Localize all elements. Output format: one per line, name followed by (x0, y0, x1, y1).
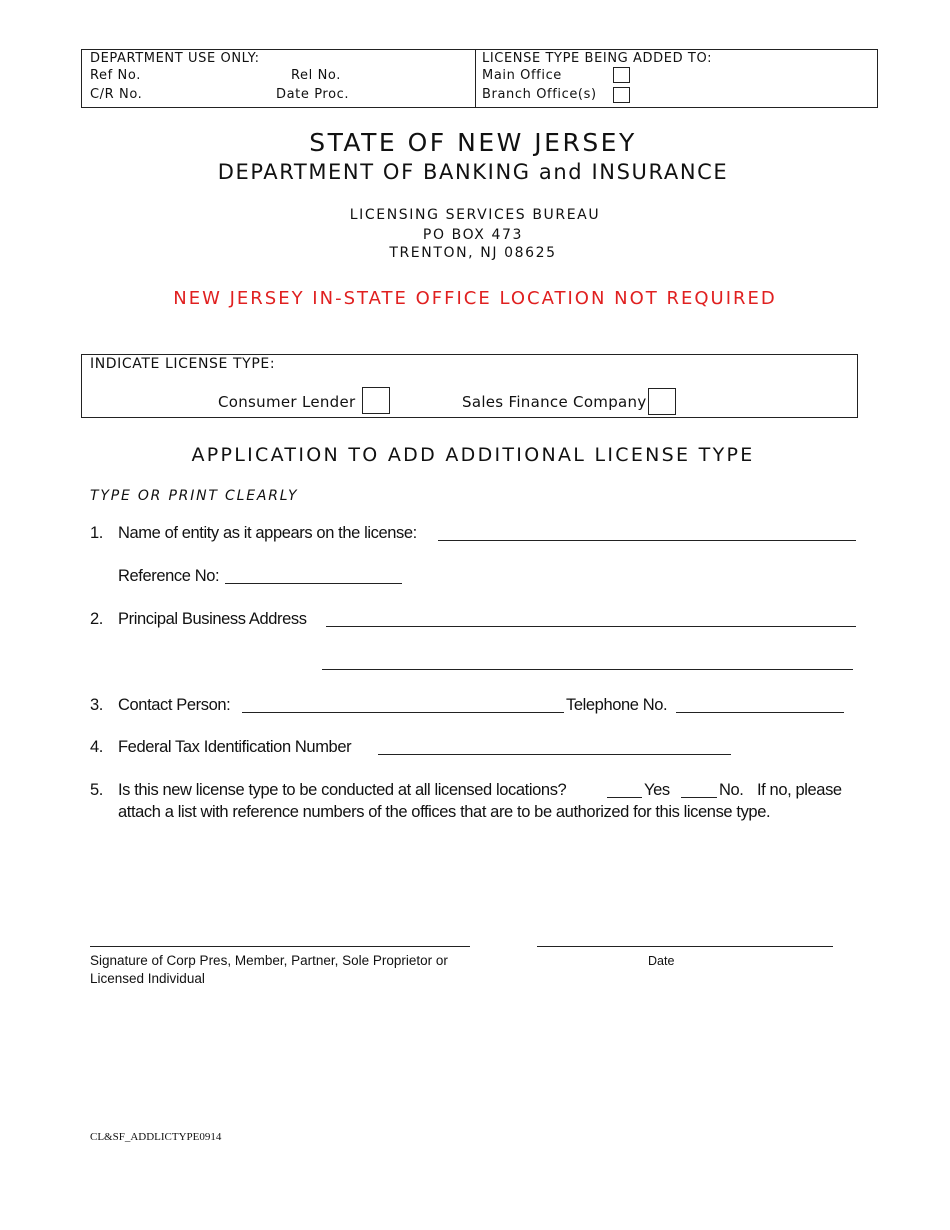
application-title: APPLICATION TO ADD ADDITIONAL LICENSE TYPE (191, 444, 755, 466)
rel-no-label: Rel No. (291, 68, 341, 83)
state-title: STATE OF NEW JERSEY (309, 128, 637, 157)
box-divider (475, 50, 476, 107)
form-code: CL&SF_ADDLICTYPE0914 (90, 1131, 222, 1143)
q5-if-no-text: If no, please (757, 781, 842, 799)
federal-tax-id-field[interactable] (378, 754, 731, 755)
entity-name-field[interactable] (438, 540, 856, 541)
q2-number: 2. (90, 610, 103, 628)
date-caption: Date (648, 954, 675, 968)
ref-no-label: Ref No. (90, 68, 141, 83)
main-office-label: Main Office (482, 68, 562, 83)
q5-yes-field[interactable] (607, 797, 642, 798)
signature-field[interactable] (90, 946, 470, 947)
telephone-field[interactable] (676, 712, 844, 713)
date-proc-label: Date Proc. (276, 87, 350, 102)
business-address-field-1[interactable] (326, 626, 856, 627)
q3-number: 3. (90, 696, 103, 714)
q1-label: Name of entity as it appears on the license: (118, 524, 417, 542)
q1-number: 1. (90, 524, 103, 542)
department-use-heading: DEPARTMENT USE ONLY: (90, 51, 260, 66)
q5-no-label: No. (719, 781, 744, 799)
office-location-notice: NEW JERSEY IN-STATE OFFICE LOCATION NOT REQUIRED (173, 288, 777, 309)
indicate-license-heading: INDICATE LICENSE TYPE: (90, 356, 276, 372)
city-state-zip: TRENTON, NJ 08625 (389, 245, 557, 261)
q2-label: Principal Business Address (118, 610, 307, 628)
cr-no-label: C/R No. (90, 87, 143, 102)
q5-question: Is this new license type to be conducted at all licensed locations? (118, 781, 567, 799)
q4-label: Federal Tax Identification Number (118, 738, 352, 756)
branch-offices-checkbox[interactable] (613, 87, 630, 103)
q4-number: 4. (90, 738, 103, 756)
signature-caption-line1: Signature of Corp Pres, Member, Partner, Sole Proprietor or (90, 953, 448, 968)
po-box: PO BOX 473 (422, 227, 524, 243)
consumer-lender-checkbox[interactable] (362, 387, 390, 414)
business-address-field-2[interactable] (322, 669, 853, 670)
print-clearly-instruction: TYPE OR PRINT CLEARLY (90, 488, 299, 504)
q5-yes-label: Yes (644, 781, 670, 799)
contact-person-field[interactable] (242, 712, 564, 713)
branch-offices-label: Branch Office(s) (482, 87, 597, 102)
q5-instruction: attach a list with reference numbers of the offices that are to be authorized for this license type. (118, 803, 771, 821)
reference-no-label: Reference No: (118, 567, 220, 585)
q3-label: Contact Person: (118, 696, 231, 714)
signature-caption-line2: Licensed Individual (90, 971, 205, 986)
department-title: DEPARTMENT OF BANKING and INSURANCE (217, 160, 729, 184)
reference-no-field[interactable] (225, 583, 402, 584)
consumer-lender-label: Consumer Lender (218, 393, 356, 411)
sales-finance-label: Sales Finance Company (462, 393, 647, 411)
q5-number: 5. (90, 781, 103, 799)
telephone-label: Telephone No. (566, 696, 668, 714)
q5-no-field[interactable] (681, 797, 717, 798)
date-field[interactable] (537, 946, 833, 947)
bureau-name: LICENSING SERVICES BUREAU (349, 207, 601, 223)
main-office-checkbox[interactable] (613, 67, 630, 83)
sales-finance-checkbox[interactable] (648, 388, 676, 415)
license-added-heading: LICENSE TYPE BEING ADDED TO: (482, 51, 713, 66)
